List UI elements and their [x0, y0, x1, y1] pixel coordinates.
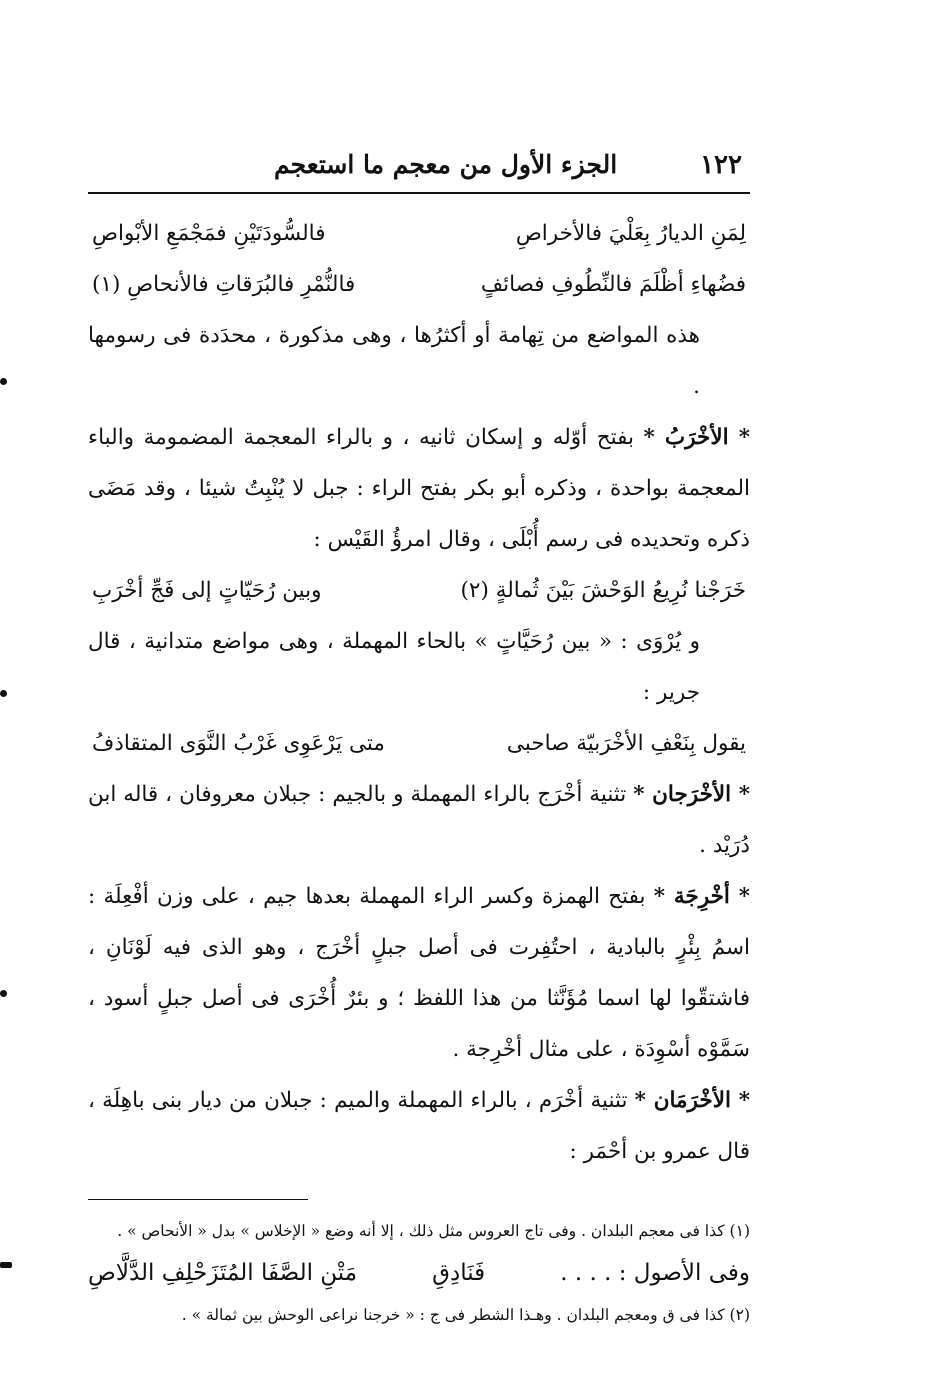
scan-margin-mark — [0, 378, 7, 385]
footnote-1: (١) كذا فى معجم البلدان . وفى تاج العروس مثل ذلك ، إلا أنه وضع « الإخلاس » بدل « الأنحاص » . — [117, 1222, 750, 1240]
dictionary-entry — [88, 871, 750, 1075]
footnote-2: (٢) كذا فى ق ومعجم البلدان . وهـذا الشطر فى ج : « خرجنا نراعى الوحش بين ثمالة » . — [181, 1306, 750, 1324]
paragraph: و يُرْوَى : « بين رُحَيَّاتٍ » بالحاء المهملة ، وهى مواضع متدانية ، قال جرير : — [88, 629, 700, 705]
scan-margin-mark — [0, 690, 7, 697]
dictionary-entry — [88, 769, 750, 871]
entry-headword: * أخْرِجَة * — [653, 884, 750, 909]
verse-line — [88, 259, 750, 310]
entry-body: تثنية أخْرَج بالراء المهملة و بالجيم : جبلان معروفان ، قاله ابن دُرَيْد . — [88, 782, 750, 858]
verse-line — [88, 718, 750, 769]
book-page — [88, 150, 750, 1330]
page-number: ١٢٢ — [700, 150, 742, 180]
scan-margin-mark — [0, 1262, 12, 1268]
entry-headword: * الأخْرَبُ * — [643, 425, 750, 450]
footnote-separator — [88, 1199, 308, 1200]
page-header — [88, 150, 750, 194]
verse-hemistich-left: وبين رُحَيّاتٍ إلى فَجِّ أخْرَبِ — [92, 578, 322, 603]
footnote-separator-wrap — [88, 1177, 750, 1216]
footnote-verse-left: مَتْنِ الصَّفَا المُتَزَحْلِفِ الدَّلَّاصِ — [88, 1260, 358, 1286]
footnote-verse-lead: وفى الأصول : . . . . — [560, 1260, 750, 1286]
verse-hemistich-left: فالسُّودَتَيْنِ فمَجْمَعِ الأبْواصِ — [92, 221, 326, 246]
verse-line — [88, 208, 750, 259]
footnote-verse-mid: فَنَادِقِ — [432, 1260, 486, 1286]
entry-body: بفتح الهمزة وكسر الراء المهملة بعدها جيم ، على وزن أفْعِلَة : اسمُ بِئْرٍ بالبادية ، احتُفِرت فى أصل جبلٍ أخْرَج ، وهو الذى فيه لَوْنَانِ ، فاشتقّوا لها اسما مُؤَنَّثا من هذا اللفظ ؛ و بئرٌ أُخْرَى فى أصل جبلٍ أسود ، سَمَّوْه أسْوِدَة ، على مثال أخْرِجة . — [88, 884, 750, 1062]
verse-hemistich-right: خَرَجْنا نُرِيعُ الوَحْشَ بَيْنَ ثُمالةٍ (٢) — [460, 578, 746, 603]
verse-hemistich-right: لِمَنِ الديارُ بِعَلْيَ فالأخراصِ — [515, 221, 746, 246]
scan-margin-mark — [0, 990, 7, 997]
dictionary-entry — [88, 412, 750, 565]
verse-hemistich-right: فضُهاءِ أظْلَمَ فالنِّطُوفِ فصائفٍ — [480, 272, 746, 297]
verse-hemistich-left: فالنُّمْرِ فالبُرَقاتِ فالأنحاصِ (١) — [92, 272, 356, 297]
entry-headword: * الأخْرَجان * — [633, 782, 750, 807]
main-text — [88, 208, 750, 1177]
paragraph: هذه المواضع من تِهامة أو أكثرُها ، وهى مذكورة ، محدَدة فى رسومها . — [88, 323, 700, 399]
running-title: الجزء الأول من معجم ما استعجم — [274, 150, 618, 179]
verse-line — [88, 565, 750, 616]
dictionary-entry — [88, 1075, 750, 1177]
entry-headword: * الأخْرَمَان * — [634, 1088, 751, 1113]
verse-hemistich-right: يقول بِنَعْفِ الأخْرَبيّة صاحبى — [506, 731, 746, 756]
verse-hemistich-left: متى يَرْعَوِى غَرْبُ النَّوَى المتقاذفُ — [92, 731, 385, 756]
footnote-verse — [88, 1246, 750, 1300]
entry-body: تثنية أخْرَم ، بالراء المهملة والميم : جبلان من ديار بنى باهِلَة ، قال عمرو بن أحْمَر : — [88, 1088, 750, 1164]
footnotes — [88, 1216, 750, 1330]
entry-body: بفتح أوّله و إسكان ثانيه ، و بالراء المعجمة المضمومة والباء المعجمة بواحدة ، وذكره أبو بكر بفتح الراء : جبل لا يُنْبِتُ شيئا ، وقد مَضَى ذكره وتحديده فى رسم أُبْلَى ، وقال امرؤُ القَيْس : — [88, 425, 750, 552]
